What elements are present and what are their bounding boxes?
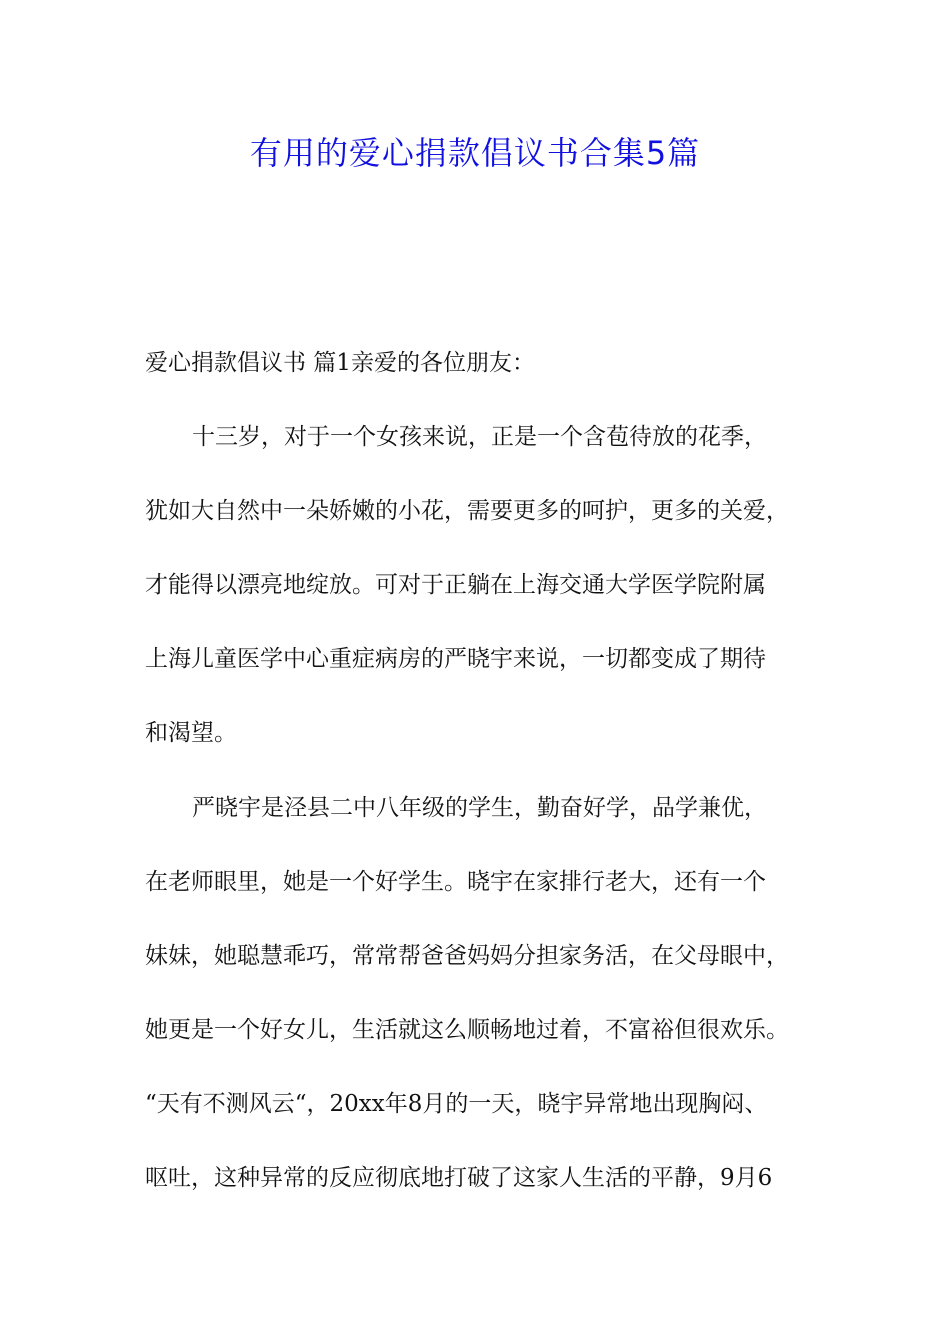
paragraph-line: 严晓宇是泾县二中八年级的学生，勤奋好学，品学兼优， [192,795,767,821]
paragraph-line: 十三岁，对于一个女孩来说，正是一个含苞待放的花季， [192,424,767,450]
document-title: 有用的爱心捐款倡议书合集5篇 [249,134,701,172]
paragraph-line: 犹如大自然中一朵娇嫩的小花，需要更多的呵护，更多的关爱， [145,498,789,524]
paragraph-line: 在老师眼里，她是一个好学生。晓宇在家排行老大，还有一个 [145,869,766,895]
paragraph-line: 和渴望。 [145,720,237,746]
paragraph-line: 爱心捐款倡议书 篇1亲爱的各位朋友： [145,350,535,376]
paragraph-line: 上海儿童医学中心重症病房的严晓宇来说，一切都变成了期待 [145,646,766,672]
paragraph-line: 她更是一个好女儿，生活就这么顺畅地过着，不富裕但很欢乐。 [145,1017,789,1043]
paragraph-line: 呕吐，这种异常的反应彻底地打破了这家人生活的平静，9月6 [145,1165,773,1191]
paragraph-line: 才能得以漂亮地绽放。可对于正躺在上海交通大学医学院附属 [145,572,766,598]
paragraph-line: “天有不测风云“，20xx年8月的一天，晓宇异常地出现胸闷、 [145,1091,768,1117]
paragraph-line: 妹妹，她聪慧乖巧，常常帮爸爸妈妈分担家务活，在父母眼中， [145,943,789,969]
